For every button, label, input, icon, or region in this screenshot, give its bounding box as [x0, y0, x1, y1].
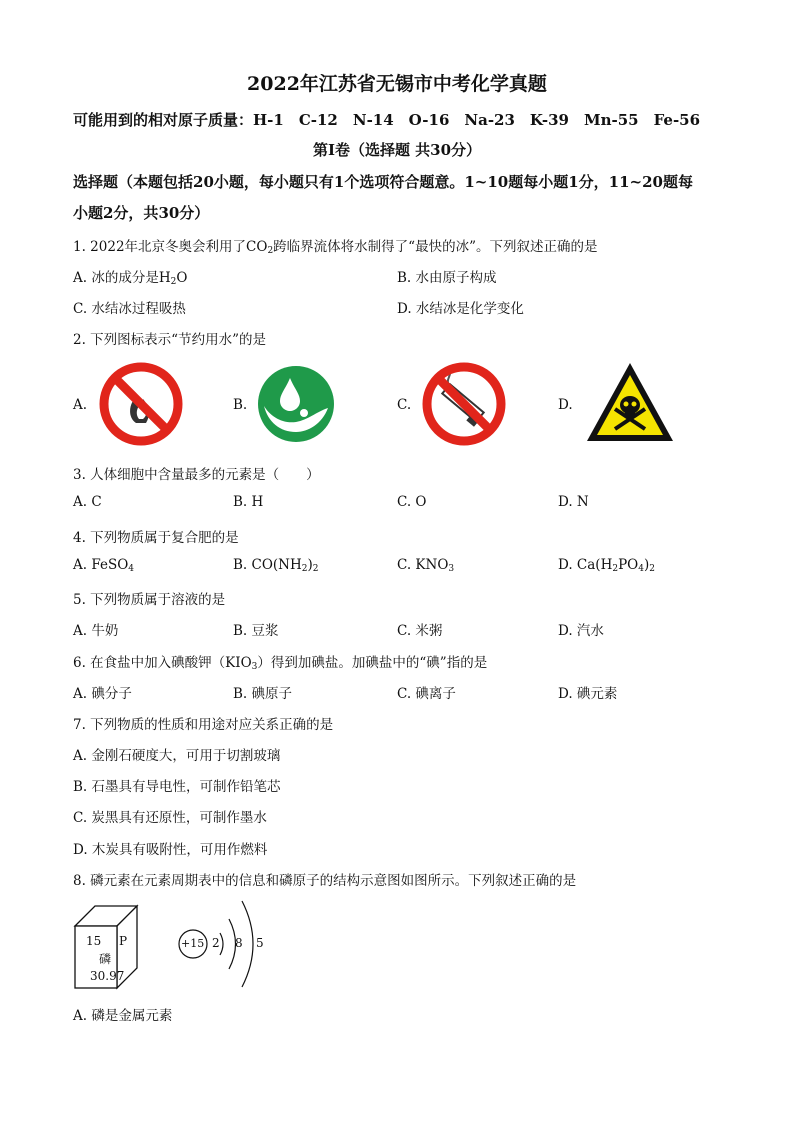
card-atomic-number: 15 — [86, 934, 102, 948]
q2-option-a[interactable]: A. — [73, 397, 88, 413]
q5-option-b[interactable]: B. 豆浆 — [233, 623, 279, 639]
q7-option-d[interactable]: D. 木炭具有吸附性，可用作燃料 — [73, 842, 268, 858]
shell-3-electrons: 5 — [256, 936, 264, 950]
shell-2-electrons: 8 — [235, 936, 243, 950]
instructions-line1: 选择题（本题包括20小题，每小题只有1个选项符合题意。1~10题每小题1分，11~20题每 — [73, 173, 693, 191]
q4-option-d[interactable]: D. $Ca(H_2PO_4)_2$ — [558, 557, 655, 574]
q6-option-d[interactable]: D. 碘元素 — [558, 686, 618, 702]
q3-option-d[interactable]: D. N — [558, 494, 589, 510]
card-element-name: 磷 — [99, 952, 112, 966]
q5-stem: 5. 下列物质属于溶液的是 — [73, 592, 226, 608]
q5-option-c[interactable]: C. 米粥 — [397, 623, 443, 639]
q8-stem: 8. 磷元素在元素周期表中的信息和磷原子的结构示意图如图所示。下列叙述正确的是 — [73, 873, 577, 889]
q6-option-b[interactable]: B. 碘原子 — [233, 686, 293, 702]
nucleus-charge: +15 — [181, 937, 205, 950]
q2-stem: 2. 下列图标表示“节约用水”的是 — [73, 332, 266, 348]
card-symbol: P — [119, 934, 128, 948]
water-saving-icon — [256, 364, 336, 444]
q5-option-a[interactable]: A. 牛奶 — [73, 623, 119, 639]
atomic-mass-line: 可能用到的相对原子质量：H-1 C-12 N-14 O-16 Na-23 K-39 Mn-55 Fe-56 — [73, 111, 701, 129]
q6-stem: 6. 在食盐中加入碘酸钾$(KIO_3)$得到加碘盐。加碘盐中的“碘”指的是 — [73, 655, 488, 672]
no-fire-icon — [96, 361, 186, 447]
q4-option-a[interactable]: A. FeSO$_4$ — [73, 557, 134, 574]
section-title: 第Ⅰ卷（选择题 共30分） — [312, 141, 482, 159]
q1-option-c[interactable]: C. 水结冰过程吸热 — [73, 301, 186, 317]
q1-stem: 1. 2022年北京冬奥会利用了$CO_2$跨临界流体将水制得了“最快的冰”。下列叙述正确的是 — [73, 239, 598, 256]
q1-option-d[interactable]: D. 水结冰是化学变化 — [397, 301, 524, 317]
q8-option-a[interactable]: A. 磷是金属元素 — [73, 1008, 173, 1024]
toxic-warning-icon — [583, 359, 677, 445]
q6-option-a[interactable]: A. 碘分子 — [73, 686, 132, 702]
page-title: 2022年江苏省无锡市中考化学真题 — [247, 73, 547, 95]
q1-option-b[interactable]: B. 水由原子构成 — [397, 270, 497, 286]
q7-option-b[interactable]: B. 石墨具有导电性，可制作铅笔芯 — [73, 779, 281, 795]
q4-option-c[interactable]: C. $KNO_3$ — [397, 557, 455, 574]
q3-option-b[interactable]: B. H — [233, 494, 264, 510]
q7-stem: 7. 下列物质的性质和用途对应关系正确的是 — [73, 717, 334, 733]
q7-option-a[interactable]: A. 金刚石硬度大，可用于切割玻璃 — [73, 748, 281, 764]
no-smoking-icon — [419, 361, 509, 447]
q6-option-c[interactable]: C. 碘离子 — [397, 686, 456, 702]
q2-option-d[interactable]: D. — [558, 397, 573, 413]
card-atomic-mass: 30.97 — [90, 969, 125, 983]
q2-option-b[interactable]: B. — [233, 397, 248, 413]
q3-option-a[interactable]: A. C — [73, 494, 102, 510]
q5-option-d[interactable]: D. 汽水 — [558, 623, 604, 639]
shell-1-electrons: 2 — [212, 936, 220, 950]
q3-stem: 3. 人体细胞中含量最多的元素是（ ） — [73, 467, 320, 483]
q4-option-b[interactable]: B. $CO(NH_2)_2$ — [233, 557, 319, 574]
q2-option-c[interactable]: C. — [397, 397, 412, 413]
q7-option-c[interactable]: C. 炭黑具有还原性，可制作墨水 — [73, 810, 267, 826]
q1-option-a[interactable]: A. 冰的成分是$H_2O$ — [73, 270, 188, 287]
q4-stem: 4. 下列物质属于复合肥的是 — [73, 530, 239, 546]
q3-option-c[interactable]: C. O — [397, 494, 427, 510]
instructions-line2: 小题2分，共30分） — [73, 204, 210, 222]
